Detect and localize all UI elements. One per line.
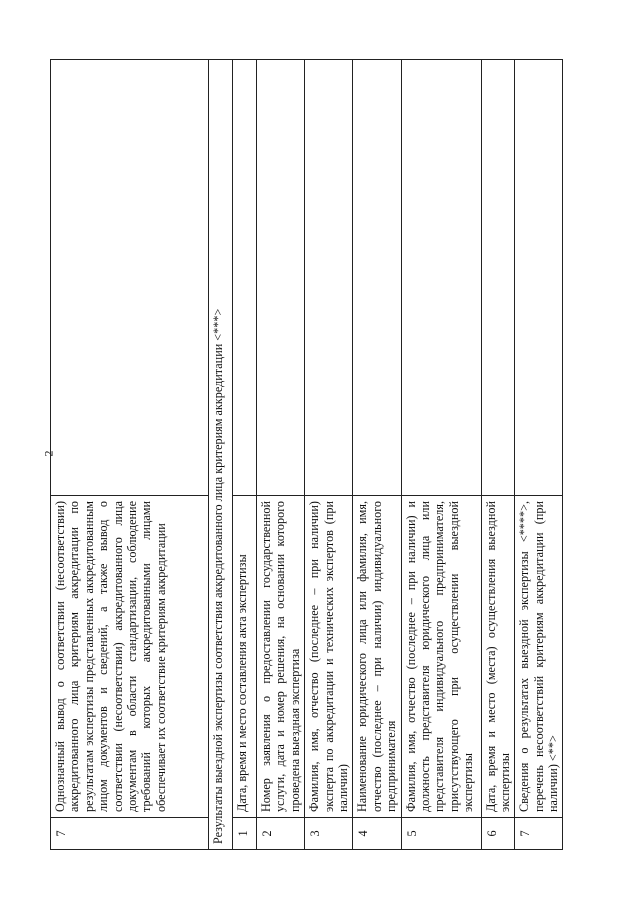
value-cell <box>305 60 353 496</box>
table-row <box>257 60 305 850</box>
table-row <box>353 60 401 850</box>
row-number: 1 <box>233 818 257 850</box>
row-text: Дата, время и место составления акта экспертизы <box>233 496 257 818</box>
row-number: 4 <box>353 818 401 850</box>
row-number: 2 <box>257 818 305 850</box>
table-row <box>233 60 257 850</box>
value-cell <box>51 60 209 496</box>
row-number: 7 <box>51 818 209 850</box>
table-row <box>51 60 209 850</box>
value-cell <box>353 60 401 496</box>
row-number: 7 <box>515 818 563 850</box>
section-header-row <box>209 60 233 850</box>
value-cell <box>481 60 515 496</box>
table-row <box>515 60 563 850</box>
value-cell <box>233 60 257 496</box>
row-text: Наименование юридического лица или фамилия, имя, отчество (последнее – при наличии) индивидуального предпринимателя <box>353 496 401 818</box>
table-row <box>481 60 515 850</box>
row-text: Номер заявления о предоставлении государственной услуги, дата и номер решения, на основании которого проведена выездная экспертиза <box>257 496 305 818</box>
page-number: 2 <box>41 450 56 457</box>
expertise-table <box>50 59 563 850</box>
value-cell <box>401 60 481 496</box>
section-header: Результаты выездной экспертизы соответствия аккредитованного лица критериям аккредитации <***> <box>209 60 233 850</box>
row-text: Сведения о результатах выездной экспертизы <****>, перечень несоответствий критериям аккредитации (при наличии) <**> <box>515 496 563 818</box>
row-number: 6 <box>481 818 515 850</box>
row-text: Фамилия, имя, отчество (последнее – при наличии) эксперта по аккредитации и технических экспертов (при наличии) <box>305 496 353 818</box>
value-cell <box>257 60 305 496</box>
row-number: 3 <box>305 818 353 850</box>
row-text: Однозначный вывод о соответствии (несоответствии) аккредитованного лица критериям аккредитации по результатам экспертизы представленных аккредитованным лицом документов и сведений, а также вывод о соответствии (несоответствии) аккредитованного лица документам в области стандартизации, соблюдение требований которых аккредитованными лицами обеспечивает их соответствие критериям аккредитации <box>51 496 209 818</box>
row-number: 5 <box>401 818 481 850</box>
table-row <box>305 60 353 850</box>
row-text: Фамилия, имя, отчество (последнее – при наличии) и должность представителя юридического лица или представителя индивидуального предпринимателя, присутствующего при осуществлении выездной экспертизы <box>401 496 481 818</box>
value-cell <box>515 60 563 496</box>
table-row <box>401 60 481 850</box>
row-text: Дата, время и место (места) осуществления выездной экспертизы <box>481 496 515 818</box>
rotated-table-container <box>50 60 561 850</box>
